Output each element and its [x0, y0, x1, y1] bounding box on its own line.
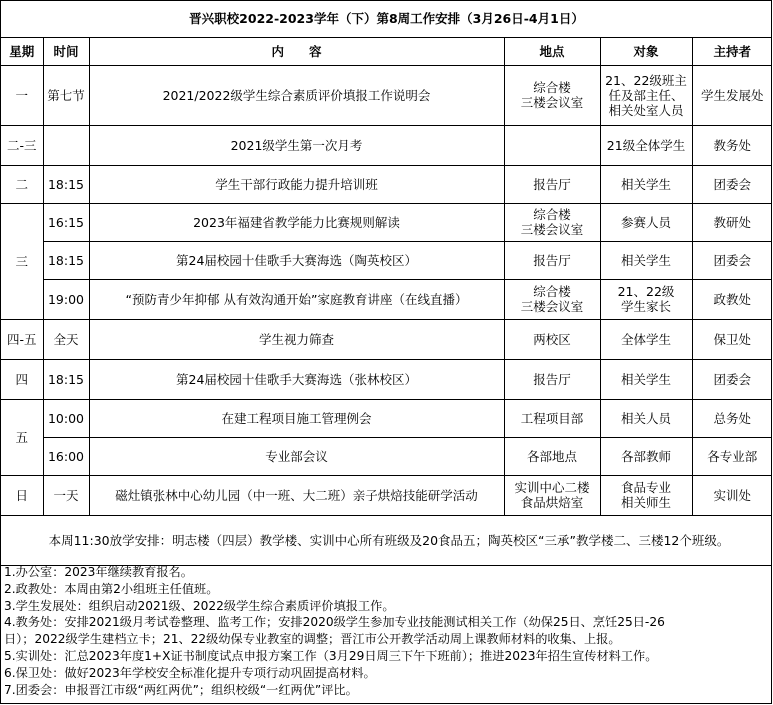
- header-row: [1, 37, 772, 65]
- place-cell: 综合楼 三楼会议室: [504, 203, 600, 241]
- target-cell: 21级全体学生: [600, 125, 692, 165]
- schedule-table: [1, 1, 772, 566]
- table-row: [1, 125, 772, 165]
- note-line: 日）；2022级学生建档立卡；21、22级幼保专业教室的调整；晋江市公开教学活动周上课教师材料的收集、上报。: [4, 632, 621, 647]
- place-cell: 综合楼 三楼会议室: [504, 279, 600, 319]
- table-row: [1, 203, 772, 241]
- place-cell: [504, 125, 600, 165]
- table-row: [1, 165, 772, 203]
- host-cell: 保卫处: [692, 319, 772, 359]
- work-notes: [1, 564, 772, 698]
- place-cell: 实训中心二楼 食品烘焙室: [504, 475, 600, 515]
- host-cell: 政教处: [692, 279, 772, 319]
- target-cell: 相关人员: [600, 399, 692, 437]
- table-row: [1, 241, 772, 279]
- note-line: 3.学生发展处：组织启动2021级、2022级学生综合素质评价填报工作。: [4, 598, 395, 613]
- note-line: 4.教务处：安排2021级月考试卷整理、监考工作；安排2020级学生参加专业技能测试相关工作（幼保25日、烹饪25日-26: [4, 615, 665, 630]
- content-cell: “预防青少年抑郁 从有效沟通开始”家庭教育讲座（在线直播）: [89, 279, 504, 319]
- day-cell: 二-三: [1, 125, 43, 165]
- content-cell: 第24届校园十佳歌手大赛海选（陶英校区）: [89, 241, 504, 279]
- host-cell: 团委会: [692, 165, 772, 203]
- page-title: 晋兴职校2022-2023学年（下）第8周工作安排（3月26日-4月1日）: [1, 1, 772, 37]
- content-cell: 学生干部行政能力提升培训班: [89, 165, 504, 203]
- content-cell: 磁灶镇张林中心幼儿园（中一班、大二班）亲子烘焙技能研学活动: [89, 475, 504, 515]
- table-row: [1, 437, 772, 475]
- time-cell: 18:15: [43, 359, 89, 399]
- table-row: [1, 279, 772, 319]
- day-cell: 一: [1, 65, 43, 125]
- host-cell: 团委会: [692, 241, 772, 279]
- day-cell: 四-五: [1, 319, 43, 359]
- time-cell: 18:15: [43, 241, 89, 279]
- content-cell: 学生视力筛查: [89, 319, 504, 359]
- target-cell: 全体学生: [600, 319, 692, 359]
- note-line: 5.实训处：汇总2023年度1+X证书制度试点申报方案工作（3月29日周三下午下班前）；推进2023年招生宣传材料工作。: [4, 648, 658, 663]
- note-line: 2.政教处：本周由第2小组班主任值班。: [4, 581, 219, 596]
- host-cell: 各专业部: [692, 437, 772, 475]
- place-cell: 各部地点: [504, 437, 600, 475]
- note-line: 7.团委会：申报晋江市级“两红两优”；组织校级“一红两优”评比。: [4, 682, 358, 697]
- time-cell: 16:15: [43, 203, 89, 241]
- place-cell: 报告厅: [504, 241, 600, 279]
- header-content: 内 容: [89, 37, 504, 65]
- host-cell: 教研处: [692, 203, 772, 241]
- header-day: 星期: [1, 37, 43, 65]
- host-cell: 总务处: [692, 399, 772, 437]
- content-cell: 2021/2022级学生综合素质评价填报工作说明会: [89, 65, 504, 125]
- time-cell: 18:15: [43, 165, 89, 203]
- target-cell: 参赛人员: [600, 203, 692, 241]
- target-cell: 相关学生: [600, 241, 692, 279]
- place-cell: 报告厅: [504, 165, 600, 203]
- place-cell: 报告厅: [504, 359, 600, 399]
- content-cell: 2021级学生第一次月考: [89, 125, 504, 165]
- time-cell: 全天: [43, 319, 89, 359]
- place-cell: 两校区: [504, 319, 600, 359]
- time-cell: 16:00: [43, 437, 89, 475]
- target-cell: 相关学生: [600, 359, 692, 399]
- target-cell: 21、22级 学生家长: [600, 279, 692, 319]
- table-row: [1, 475, 772, 515]
- target-cell: 各部教师: [600, 437, 692, 475]
- time-cell: [43, 125, 89, 165]
- host-cell: 学生发展处: [692, 65, 772, 125]
- target-cell: 相关学生: [600, 165, 692, 203]
- day-cell: 五: [1, 399, 43, 475]
- table-row: [1, 399, 772, 437]
- host-cell: 实训处: [692, 475, 772, 515]
- header-place: 地点: [504, 37, 600, 65]
- header-host: 主持者: [692, 37, 772, 65]
- header-target: 对象: [600, 37, 692, 65]
- header-time: 时间: [43, 37, 89, 65]
- note-line: 1.办公室：2023年继续教育报名。: [4, 565, 193, 579]
- time-cell: 10:00: [43, 399, 89, 437]
- table-row: [1, 65, 772, 125]
- target-cell: 21、22级班主 任及部主任、 相关处室人员: [600, 65, 692, 125]
- day-cell: 三: [1, 203, 43, 319]
- time-cell: 第七节: [43, 65, 89, 125]
- day-cell: 四: [1, 359, 43, 399]
- day-cell: 日: [1, 475, 43, 515]
- table-row: [1, 319, 772, 359]
- host-cell: 团委会: [692, 359, 772, 399]
- host-cell: 教务处: [692, 125, 772, 165]
- day-cell: 二: [1, 165, 43, 203]
- content-cell: 第24届校园十佳歌手大赛海选（张林校区）: [89, 359, 504, 399]
- time-cell: 19:00: [43, 279, 89, 319]
- target-cell: 食品专业 相关师生: [600, 475, 692, 515]
- content-cell: 专业部会议: [89, 437, 504, 475]
- table-row: [1, 359, 772, 399]
- note-line: 6.保卫处：做好2023年学校安全标准化提升专项行动巩固提高材料。: [4, 665, 376, 680]
- place-cell: 工程项目部: [504, 399, 600, 437]
- place-cell: 综合楼 三楼会议室: [504, 65, 600, 125]
- content-cell: 在建工程项目施工管理例会: [89, 399, 504, 437]
- content-cell: 2023年福建省教学能力比赛规则解读: [89, 203, 504, 241]
- time-cell: 一天: [43, 475, 89, 515]
- dismissal-note: 本周11:30放学安排：明志楼（四层）教学楼、实训中心所有班级及20食品五；陶英校区“三承”教学楼二、三楼12个班级。: [1, 515, 772, 565]
